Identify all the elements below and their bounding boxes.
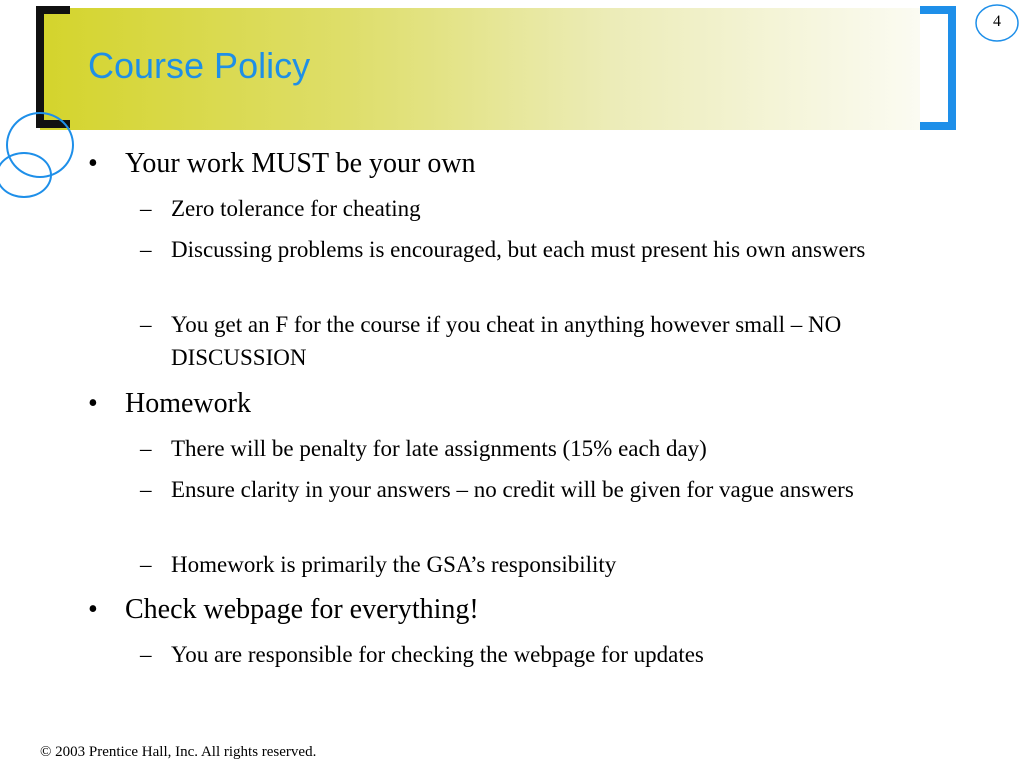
dash-marker: – xyxy=(140,552,152,577)
dash-marker: – xyxy=(140,477,152,502)
bullet-marker: • xyxy=(88,594,98,625)
sub-item-text: Ensure clarity in your answers – no credit will be given for vague answers xyxy=(171,477,854,502)
dash-marker: – xyxy=(140,436,152,461)
bullet-marker: • xyxy=(88,148,98,179)
slide-title: Course Policy xyxy=(88,45,311,86)
dash-marker: – xyxy=(140,642,152,667)
left-bracket-decoration xyxy=(36,6,70,128)
dash-marker: – xyxy=(140,196,152,221)
bullet-text: Check webpage for everything! xyxy=(125,594,479,625)
sub-item-text: There will be penalty for late assignments (15% each day) xyxy=(171,436,707,461)
copyright-footer: © 2003 Prentice Hall, Inc. All rights reserved. xyxy=(40,744,317,760)
sub-item-text: Discussing problems is encouraged, but each must present his own answers xyxy=(171,237,866,262)
right-bracket-decoration xyxy=(920,6,956,130)
page-number: 4 xyxy=(993,13,1001,30)
bullet-text: Homework xyxy=(125,388,251,419)
bullet-marker: • xyxy=(88,388,98,419)
sub-item-text: You get an F for the course if you cheat in anything however small – NO DISCUSSION xyxy=(171,312,842,370)
sub-item-text: Homework is primarily the GSA’s responsibility xyxy=(171,552,617,577)
circle-decoration xyxy=(0,152,52,198)
dash-marker: – xyxy=(140,312,152,337)
dash-marker: – xyxy=(140,237,152,262)
sub-item-text: You are responsible for checking the webpage for updates xyxy=(171,642,704,667)
sub-item-text: Zero tolerance for cheating xyxy=(171,196,421,221)
bullet-text: Your work MUST be your own xyxy=(125,148,476,179)
